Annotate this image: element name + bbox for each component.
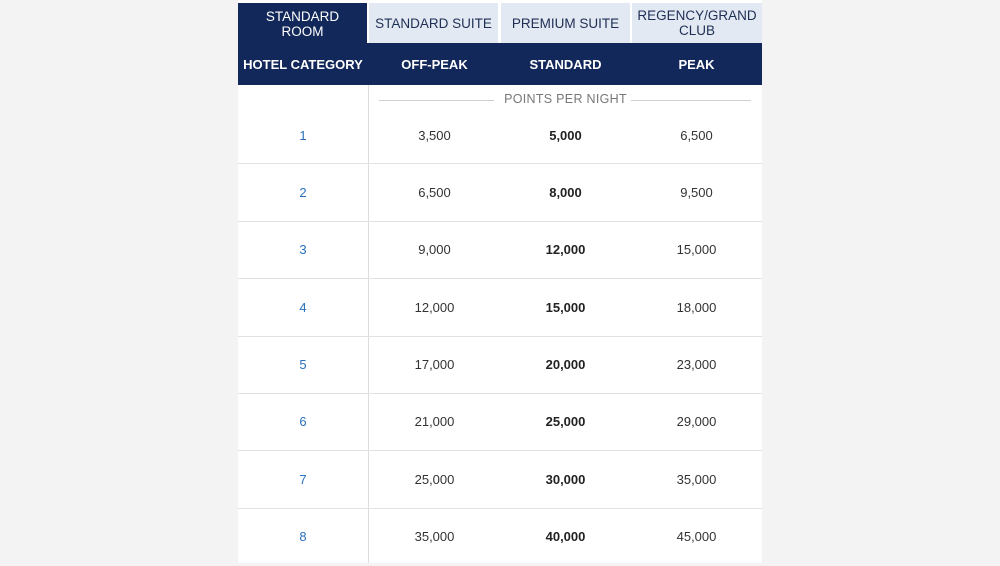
off-peak-cell: 6,500 (418, 184, 451, 200)
off-peak-cell: 9,000 (418, 242, 451, 258)
category-cell: 4 (299, 299, 307, 315)
table-header (238, 43, 762, 85)
peak-cell: 9,500 (680, 184, 713, 200)
category-cell: 7 (299, 471, 307, 487)
tab-label: REGENCY/GRAND CLUB (637, 8, 757, 38)
peak-cell: 15,000 (676, 242, 717, 258)
peak-cell: 18,000 (676, 299, 717, 315)
standard-cell: 12,000 (545, 242, 586, 258)
peak-cell: 35,000 (676, 471, 717, 487)
tab-label: STANDARD ROOM (265, 8, 340, 39)
tab-standard-suite[interactable] (369, 3, 498, 43)
category-cell: 1 (299, 127, 307, 143)
off-peak-cell: 17,000 (414, 357, 455, 373)
standard-cell: 15,000 (545, 299, 586, 315)
room-type-tabs (238, 3, 762, 43)
table-row (238, 279, 762, 336)
off-peak-cell: 25,000 (414, 471, 455, 487)
off-peak-cell: 3,500 (418, 127, 451, 143)
standard-cell: 5,000 (549, 127, 582, 143)
peak-cell: 45,000 (676, 529, 717, 545)
standard-cell: 25,000 (545, 414, 586, 430)
header-peak: PEAK (678, 56, 715, 72)
peak-cell: 23,000 (676, 357, 717, 373)
tab-standard-room[interactable] (238, 3, 367, 44)
peak-cell: 6,500 (680, 127, 713, 143)
table-row (238, 107, 762, 164)
category-cell: 3 (299, 242, 307, 258)
points-chart-panel (238, 0, 762, 563)
table-row (238, 509, 762, 566)
tab-premium-suite[interactable] (501, 3, 630, 43)
standard-cell: 20,000 (545, 357, 586, 373)
category-cell: 2 (299, 184, 307, 200)
table-body (238, 107, 762, 566)
category-cell: 6 (299, 414, 307, 430)
category-cell: 8 (299, 529, 307, 545)
tab-regency-grand-club[interactable] (632, 3, 762, 43)
table-row (238, 222, 762, 279)
table-row (238, 164, 762, 221)
standard-cell: 8,000 (549, 184, 582, 200)
table-row (238, 451, 762, 508)
category-cell: 5 (299, 357, 307, 373)
peak-cell: 29,000 (676, 414, 717, 430)
standard-cell: 40,000 (545, 529, 586, 545)
header-standard: STANDARD (529, 56, 602, 72)
off-peak-cell: 21,000 (414, 414, 455, 430)
table-row (238, 394, 762, 451)
header-off-peak: OFF-PEAK (401, 56, 468, 72)
tab-label: PREMIUM SUITE (511, 15, 620, 31)
subheader-label: POINTS PER NIGHT (504, 92, 627, 106)
off-peak-cell: 12,000 (414, 299, 455, 315)
table-row (238, 337, 762, 394)
tab-label: STANDARD SUITE (375, 15, 492, 31)
off-peak-cell: 35,000 (414, 529, 455, 545)
header-hotel-category: HOTEL CATEGORY (243, 56, 363, 72)
standard-cell: 30,000 (545, 471, 586, 487)
